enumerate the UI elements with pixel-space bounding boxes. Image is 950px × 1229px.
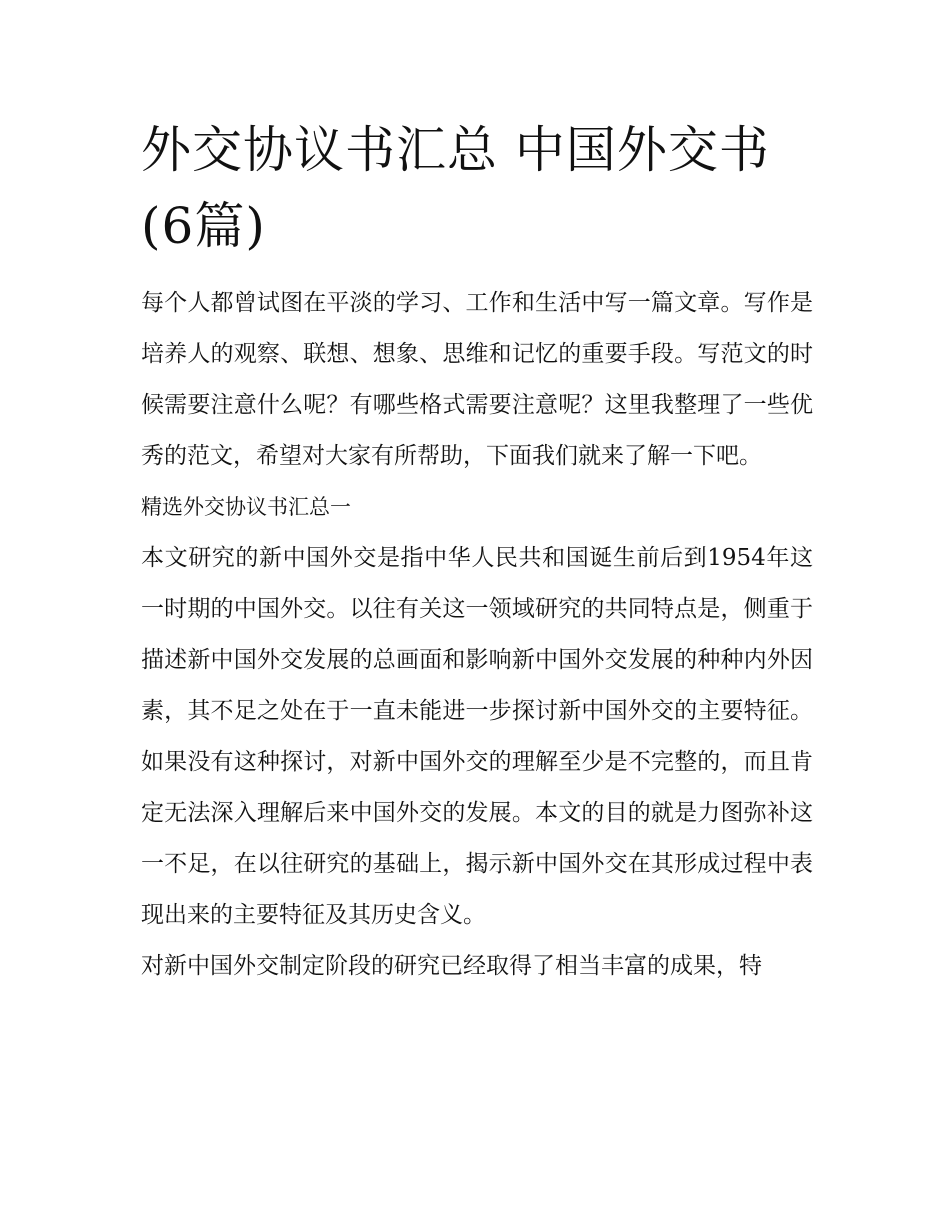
body-paragraph-1: 本文研究的新中国外交是指中华人民共和国诞生前后到1954年这一时期的中国外交。以往有关这一领域研究的共同特点是，侧重于描述新中国外交发展的总画面和影响新中国外交发展的种种内外因素，其不足之处在于一直未能进一步探讨新中国外交的主要特征。如果没有这种探讨，对新中国外交的理解至少是不完整的，而且肯定无法深入理解后来中国外交的发展。本文的目的就是力图弥补这一不足，在以往研究的基础上，揭示新中国外交在其形成过程中表现出来的主要特征及其历史含义。 [141, 545, 813, 928]
document-body [141, 278, 813, 992]
body-paragraph-2: 对新中国外交制定阶段的研究已经取得了相当丰富的成果，特 [141, 953, 762, 979]
document-title: 外交协议书汇总 中国外交书(6篇) [141, 121, 770, 255]
section-heading: 精选外交协议书汇总一 [141, 495, 351, 519]
intro-paragraph: 每个人都曾试图在平淡的学习、工作和生活中写一篇文章。写作是培养人的观察、联想、想象、思维和记忆的重要手段。写范文的时候需要注意什么呢？有哪些格式需要注意呢？这里我整理了一些优秀的范文，希望对大家有所帮助，下面我们就来了解一下吧。 [141, 290, 813, 469]
